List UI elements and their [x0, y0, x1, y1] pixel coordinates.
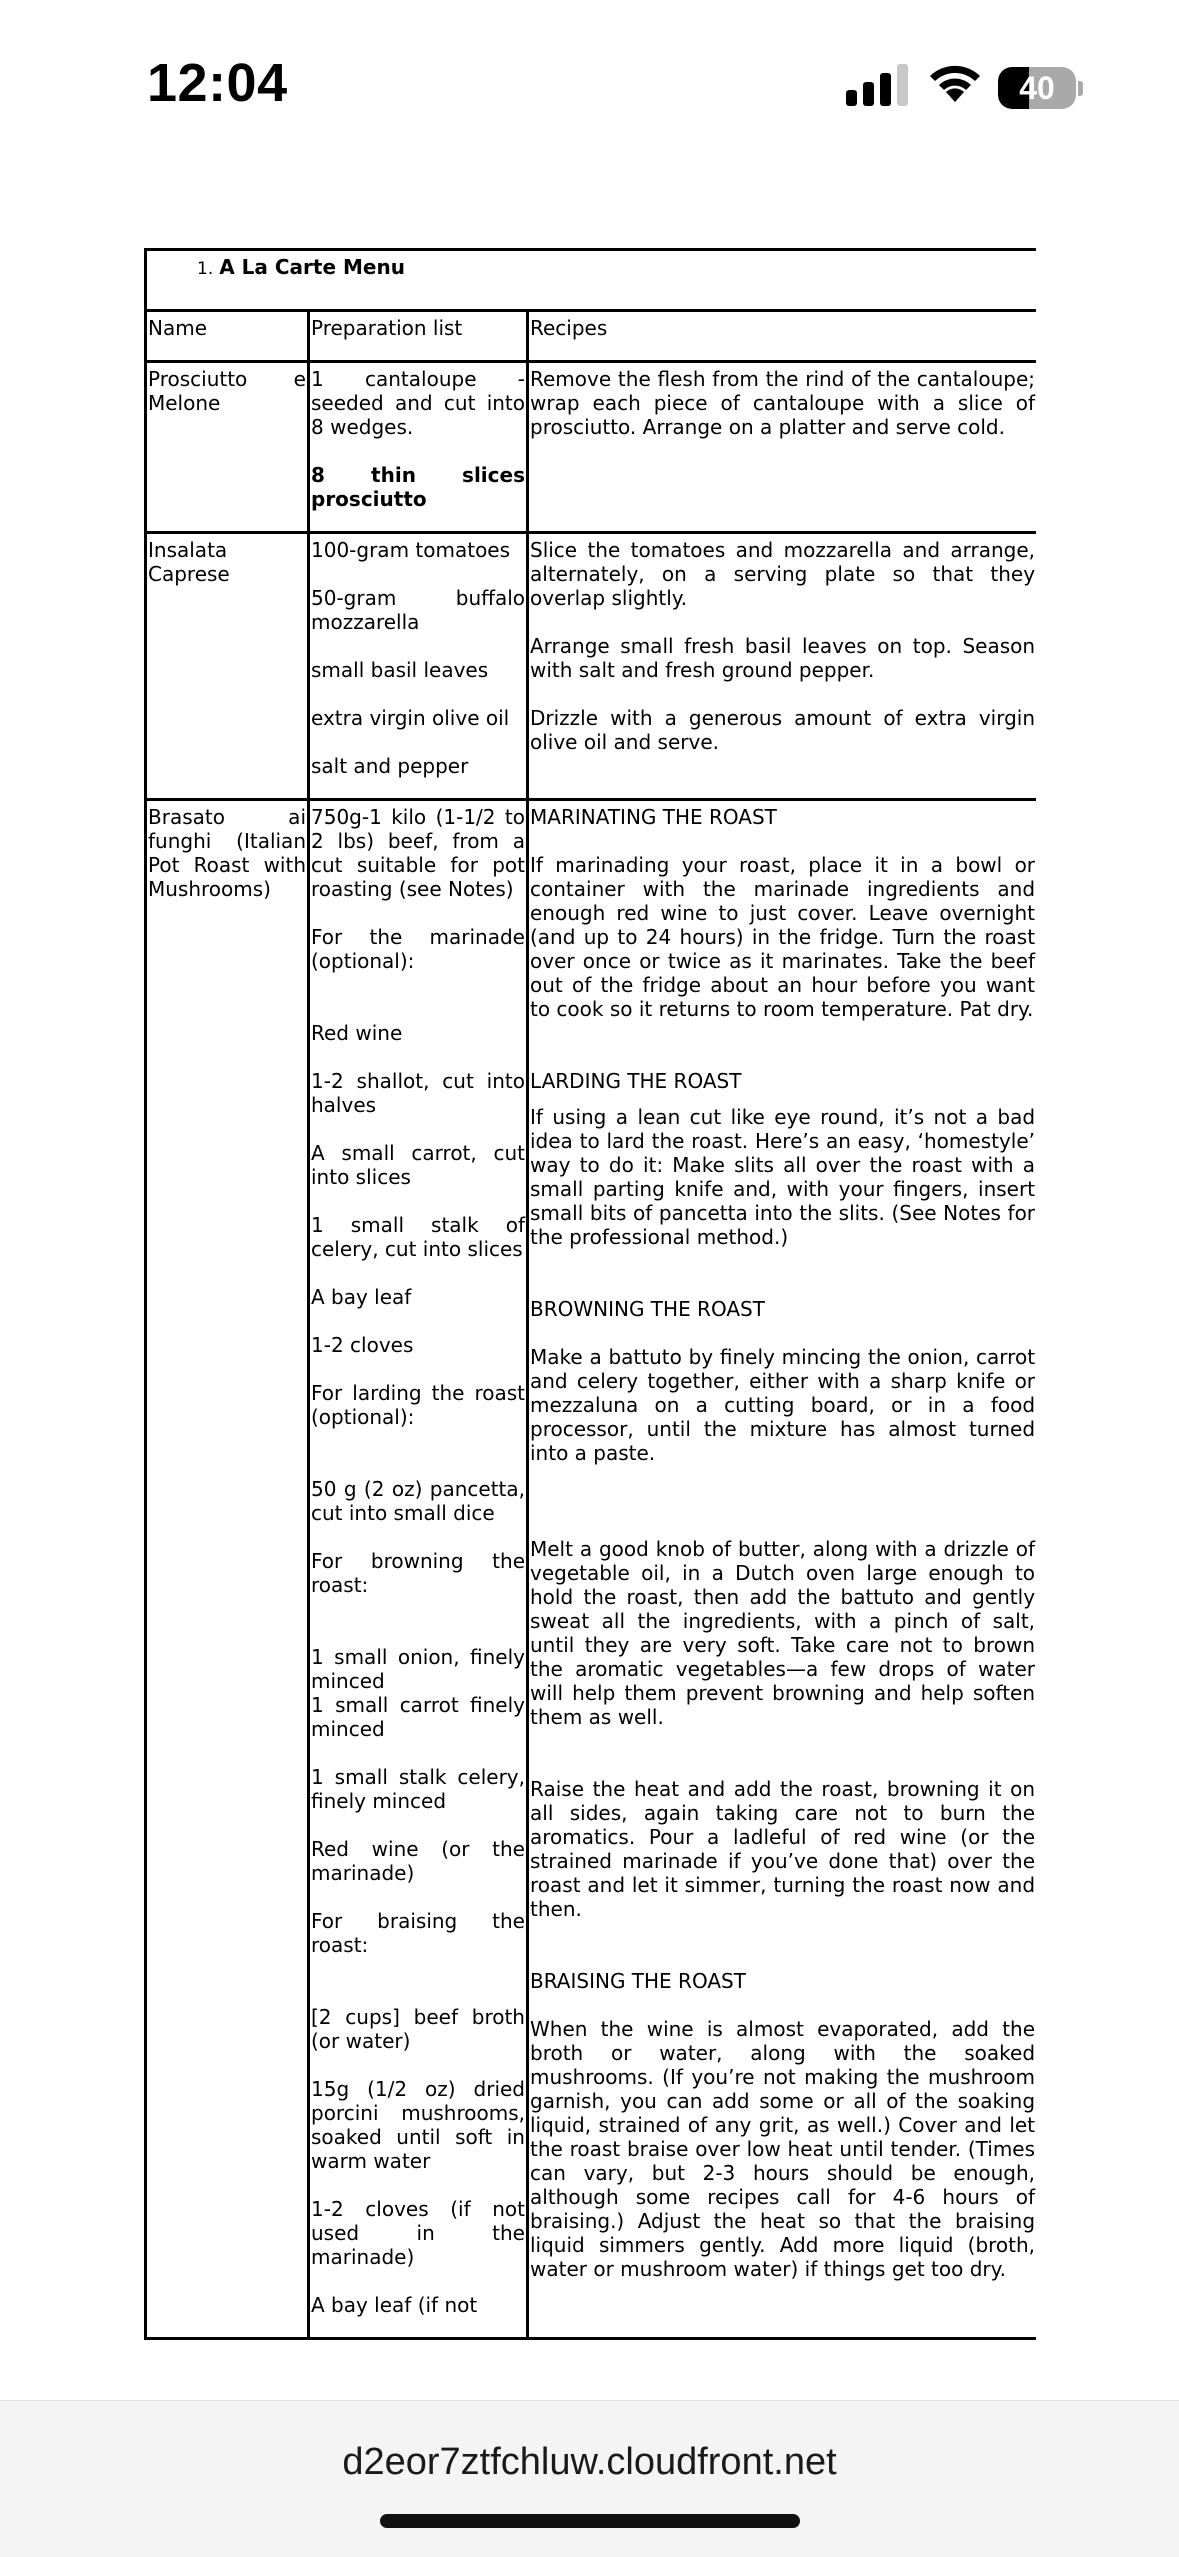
- prep-item: 1 small onion, finely minced: [311, 1645, 525, 1693]
- status-time: 12:04: [147, 53, 288, 113]
- prep-item: A bay leaf: [311, 1285, 412, 1309]
- battery-icon: [998, 67, 1076, 109]
- prep-item: For larding the roast (optional):: [311, 1381, 525, 1429]
- document-viewport[interactable]: [144, 248, 1036, 2400]
- home-indicator[interactable]: [380, 2514, 800, 2528]
- recipe-paragraph: Slice the tomatoes and mozzarella and arrange, alternately, on a serving plate so that they overlap slightly.: [530, 538, 1036, 610]
- column-header: Recipes: [528, 311, 1037, 362]
- recipe-paragraph: Make a battuto by finely mincing the onion, carrot and celery together, either with a sharp knife or mezzaluna on a cutting board, or in a food processor, until the mixture has almost turned into a paste.: [530, 1345, 1036, 1465]
- recipe-heading: MARINATING THE ROAST: [530, 805, 777, 829]
- wifi-icon: [926, 58, 984, 104]
- dish-name: Insalata Caprese: [148, 538, 230, 586]
- recipe-paragraph: Raise the heat and add the roast, browning it on all sides, again taking care not to burn the aromatics. Pour a ladleful of red wine (or the strained marinade if you’ve done that) over the roast and let it simmer, turning the roast now and then.: [530, 1777, 1036, 1921]
- prep-item: 50-gram buffalo mozzarella: [311, 586, 525, 634]
- recipe-paragraph: Arrange small fresh basil leaves on top. Season with salt and fresh ground pepper.: [530, 634, 1036, 682]
- prep-item: 8 thin slices prosciutto: [311, 463, 525, 511]
- prep-item: extra virgin olive oil: [311, 706, 510, 730]
- prep-item: 1 small stalk of celery, cut into slices: [311, 1213, 525, 1261]
- cellular-signal-icon: [846, 60, 908, 106]
- prep-item: small basil leaves: [311, 658, 489, 682]
- url-text[interactable]: d2eor7ztfchluw.cloudfront.net: [342, 2441, 837, 2483]
- recipe-paragraph: Melt a good knob of butter, along with a drizzle of vegetable oil, in a Dutch oven large enough to hold the roast, then add the battuto and gently sweat all the ingredients, with a pinch of salt, until they are very soft. Take care not to brown the aromatic vegetables—a few drops of water will help them prevent browning and help soften them as well.: [530, 1537, 1036, 1729]
- prep-item: 1 cantaloupe - seeded and cut into 8 wedges.: [311, 367, 525, 439]
- prep-item: Red wine (or the marinade): [311, 1837, 525, 1885]
- prep-item: salt and pepper: [311, 754, 469, 778]
- recipe-heading: LARDING THE ROAST: [530, 1069, 742, 1093]
- prep-item: For browning the roast:: [311, 1549, 525, 1597]
- caption-number: 1.: [197, 259, 214, 279]
- battery-tip: [1078, 81, 1083, 96]
- column-header: Name: [146, 311, 309, 362]
- dish-name: Brasato ai funghi (Italian Pot Roast with Mushrooms): [148, 805, 306, 901]
- prep-item: For braising the roast:: [311, 1909, 525, 1957]
- caption-title: A La Carte Menu: [219, 255, 405, 279]
- prep-item: [2 cups] beef broth (or water): [311, 2005, 525, 2053]
- table-row: [146, 800, 1037, 2339]
- status-bar: [0, 0, 1179, 175]
- recipe-heading: BROWNING THE ROAST: [530, 1297, 765, 1321]
- prep-item: A small carrot, cut into slices: [311, 1141, 525, 1189]
- recipe-paragraph: If marinading your roast, place it in a bowl or container with the marinade ingredients and enough red wine to just cover. Leave overnight (and up to 24 hours) in the fridge. Turn the roast over once or twice as it marinates. Take the beef out of the fridge about an hour before you want to cook so it returns to room temperature. Pat dry.: [530, 853, 1036, 1021]
- dish-name: Prosciutto e Melone: [148, 367, 306, 415]
- browser-address-bar[interactable]: [0, 2400, 1179, 2557]
- prep-item: 100-gram tomatoes: [311, 538, 511, 562]
- prep-item: 1-2 shallot, cut into halves: [311, 1069, 525, 1117]
- table-row: [146, 533, 1037, 800]
- battery-level: 40: [1019, 70, 1055, 106]
- recipe-paragraph: If using a lean cut like eye round, it’s not a bad idea to lard the roast. Here’s an easy, ‘homestyle’ way to do it: Make slits all over the roast with a small parting knife and, with your fingers, insert small bits of pancetta into the slits. (See Notes for the professional method.): [530, 1105, 1036, 1249]
- recipe-paragraph: Remove the flesh from the rind of the cantaloupe; wrap each piece of cantaloupe with a slice of prosciutto. Arrange on a platter and serve cold.: [530, 367, 1036, 439]
- prep-item: 750g-1 kilo (1-1/2 to 2 lbs) beef, from a cut suitable for pot roasting (see Notes): [311, 805, 525, 901]
- table-row: [146, 362, 1037, 533]
- prep-item: 1-2 cloves: [311, 1333, 414, 1357]
- table-header-row: [146, 311, 1037, 362]
- menu-table: [144, 248, 1036, 2340]
- prep-item: 1 small stalk celery, finely minced: [311, 1765, 525, 1813]
- prep-item: For the marinade (optional):: [311, 925, 525, 973]
- recipe-paragraph: Drizzle with a generous amount of extra virgin olive oil and serve.: [530, 706, 1036, 754]
- column-header: Preparation list: [309, 311, 528, 362]
- prep-item: 1 small carrot finely minced: [311, 1693, 525, 1741]
- table-caption: [146, 250, 1037, 311]
- prep-item: Red wine: [311, 1021, 403, 1045]
- prep-item: A bay leaf (if not: [311, 2293, 478, 2317]
- prep-item: 15g (1/2 oz) dried porcini mushrooms, soaked until soft in warm water: [311, 2077, 525, 2173]
- recipe-heading: BRAISING THE ROAST: [530, 1969, 746, 1993]
- prep-item: 50 g (2 oz) pancetta, cut into small dice: [311, 1477, 525, 1525]
- prep-item: 1-2 cloves (if not used in the marinade): [311, 2197, 525, 2269]
- recipe-paragraph: When the wine is almost evaporated, add the broth or water, along with the soaked mushrooms. (If you’re not making the mushroom garnish, you can add some or all of the soaking liquid, strained of any grit, as well.) Cover and let the roast braise over low heat until tender. (Times can vary, but 2-3 hours should be enough, although some recipes call for 4-6 hours of braising.) Adjust the heat so that the braising liquid simmers gently. Add more liquid (broth, water or mushroom water) if things get too dry.: [530, 2017, 1036, 2281]
